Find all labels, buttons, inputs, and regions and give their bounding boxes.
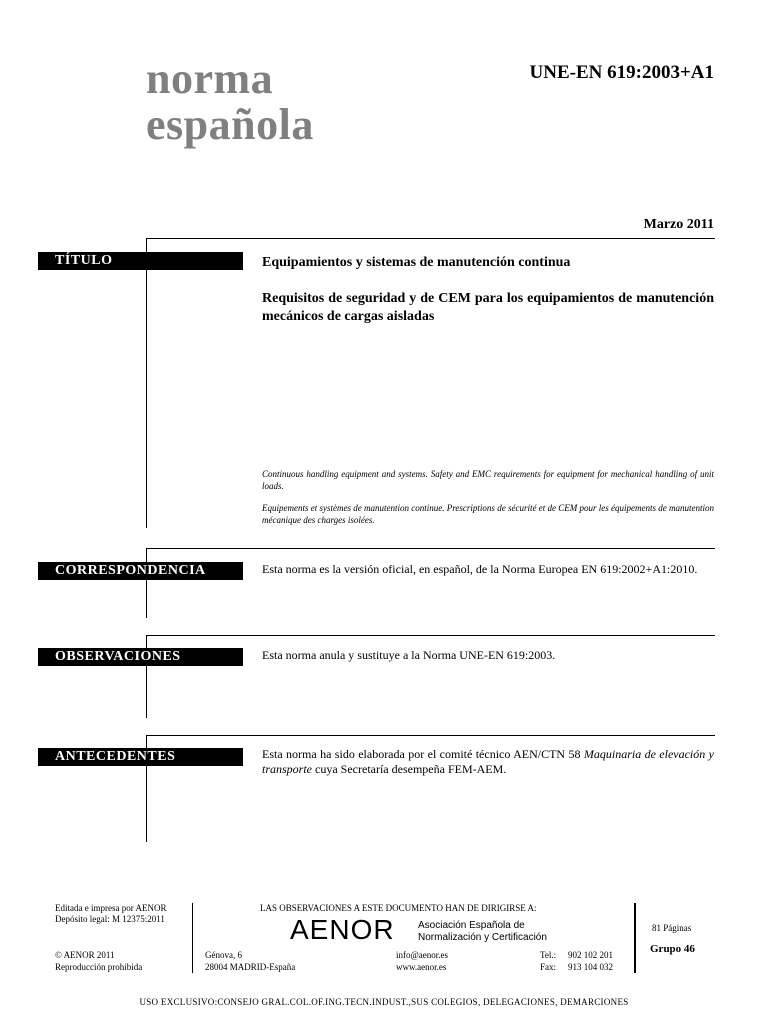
footer-tel: 902 102 201 [568,950,613,960]
footer-address-1: Génova, 6 [205,950,242,960]
aenor-logo: AENOR [290,914,395,945]
title-english: Continuous handling equipment and systems. Safety and EMC requirements for equipment for mechanical handling of unit loads. [262,469,714,491]
divider-titulo [146,238,715,239]
antecedentes-text-before: Esta norma ha sido elaborada por el comité técnico AEN/CTN 58 [262,747,584,761]
footer-copyright: © AENOR 2011 [55,950,115,960]
footer-reproduccion: Reproducción prohibida [55,962,143,972]
assoc-line-2: Normalización y Certificación [418,932,547,943]
publication-date: Marzo 2011 [643,217,714,232]
footer-editada: Editada e impresa por AENOR [55,903,167,913]
title-sub: Requisitos de seguridad y de CEM para los equipamientos de manutención mecánicos de cargas aisladas [262,291,714,324]
title-french: Equipements et systèmes de manutention continue. Prescriptions de sécurité et de CEM pour les équipements de manutention mécanique des charges isolées. [262,503,714,525]
usage-notice: USO EXCLUSIVO:CONSEJO GRAL.COL.OF.ING.TECN.INDUST.,SUS COLEGIOS, DELEGACIONES, DEMARCIONES [139,997,629,1007]
divider-antecedentes [146,735,715,736]
vrule-correspondencia [146,548,147,618]
antecedentes-text [262,747,714,777]
footer-tel-label: Tel.: [540,950,557,960]
footer-web[interactable]: www.aenor.es [396,962,447,972]
footer-fax-label: Fax: [540,962,557,972]
observaciones-text: Esta norma anula y sustituye a la Norma UNE-EN 619:2003. [262,648,556,662]
standard-code: UNE-EN 619:2003+A1 [529,62,714,83]
footer-grupo: Grupo 46 [650,943,695,955]
footer-divider-right [634,903,636,973]
footer-fax: 913 104 032 [568,962,613,972]
footer-divider-left [192,903,193,973]
section-label-antecedentes: ANTECEDENTES [38,748,243,766]
correspondencia-text: Esta norma es la versión oficial, en español, de la Norma Europea EN 619:2002+A1:2010. [262,562,698,576]
footer-deposito: Depósito legal: M 12375:2011 [55,914,165,924]
brand-line-1: norma [146,54,274,103]
section-label-titulo: TÍTULO [38,252,243,270]
brand-title [146,56,314,148]
footer-observaciones-heading: LAS OBSERVACIONES A ESTE DOCUMENTO HAN DE DIRIGIRSE A: [260,903,537,913]
divider-observaciones [146,635,715,636]
vrule-titulo [146,238,147,528]
footer-pages: 81 Páginas [652,923,692,933]
footer-address-2: 28004 MADRID-España [205,962,296,972]
antecedentes-text-after: cuya Secretaría desempeña FEM-AEM. [312,762,507,776]
assoc-line-1: Asociación Española de [418,920,525,931]
section-label-observaciones: OBSERVACIONES [38,648,243,666]
section-label-correspondencia: CORRESPONDENCIA [38,562,243,580]
divider-correspondencia [146,548,715,549]
footer-email[interactable]: info@aenor.es [396,950,449,960]
title-main: Equipamientos y sistemas de manutención continua [262,255,571,270]
brand-line-2: española [146,100,314,149]
antecedentes-committee-name: Maquinaria de elevación y transporte [262,747,714,776]
